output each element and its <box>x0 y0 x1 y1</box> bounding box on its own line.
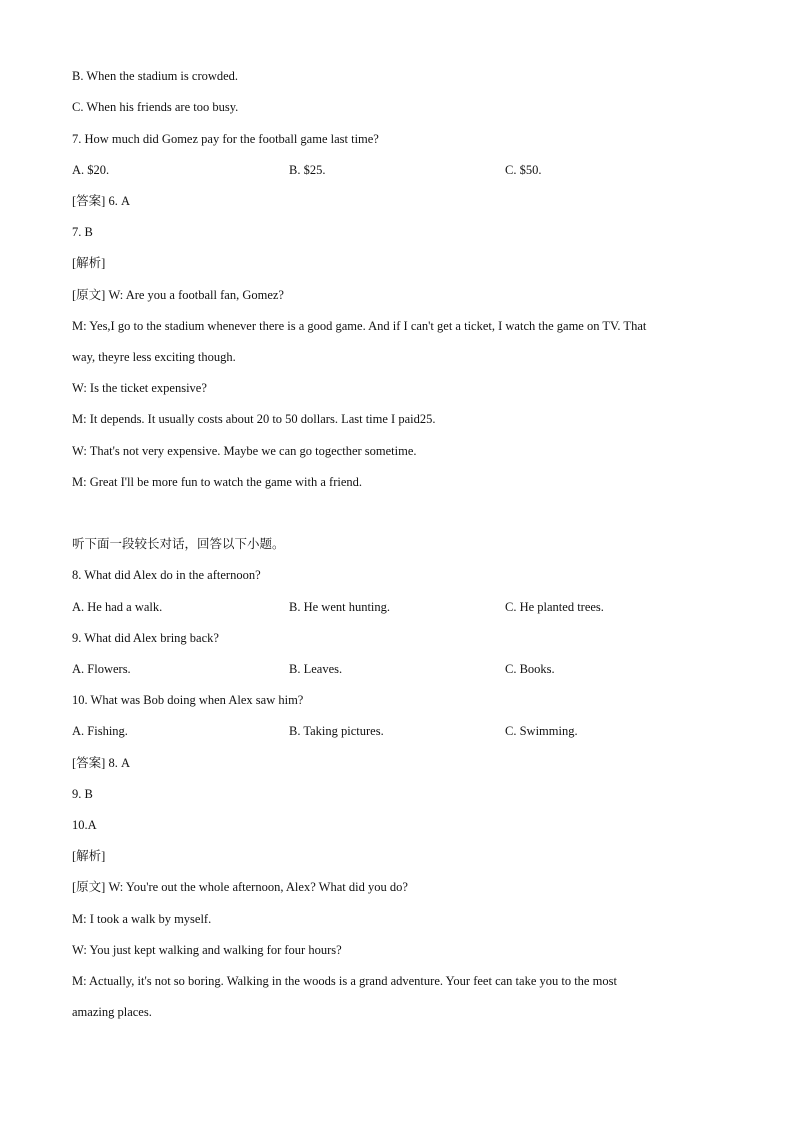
q10-option-b: B. Taking pictures. <box>289 724 384 738</box>
q7-option-c: C. $50. <box>505 163 542 177</box>
q8-option-a: A. He had a walk. <box>72 600 163 614</box>
transcript-line: [原文] W: Are you a football fan, Gomez? <box>72 288 284 302</box>
q8-option-c: C. He planted trees. <box>505 600 604 614</box>
transcript-line: W: That's not very expensive. Maybe we can go togecther sometime. <box>72 444 417 458</box>
q6-option-c: C. When his friends are too busy. <box>72 100 239 114</box>
q6-option-b: B. When the stadium is crowded. <box>72 69 239 83</box>
q9-option-a: A. Flowers. <box>72 662 131 676</box>
answer-line-4: 9. B <box>72 787 93 801</box>
q10-question: 10. What was Bob doing when Alex saw him? <box>72 693 304 707</box>
q10-option-c: C. Swimming. <box>505 724 578 738</box>
q7-question: 7. How much did Gomez pay for the football game last time? <box>72 132 379 146</box>
analysis-label-2: [解析] <box>72 849 106 863</box>
q8-question: 8. What did Alex do in the afternoon? <box>72 568 261 582</box>
transcript-line: W: Is the ticket expensive? <box>72 381 207 395</box>
q8-option-b: B. He went hunting. <box>289 600 391 614</box>
q9-option-b: B. Leaves. <box>289 662 343 676</box>
analysis-label-1: [解析] <box>72 256 106 270</box>
transcript-line: [原文] W: You're out the whole afternoon, Alex? What did you do? <box>72 880 408 894</box>
q10-option-a: A. Fishing. <box>72 724 128 738</box>
answer-line-3: [答案] 8. A <box>72 756 130 770</box>
q7-option-a: A. $20. <box>72 163 110 177</box>
transcript-line: M: Actually, it's not so boring. Walking in the woods is a grand adventure. Your feet can take you to the most <box>72 974 617 988</box>
answer-line-5: 10.A <box>72 818 97 832</box>
transcript-line: M: It depends. It usually costs about 20 to 50 dollars. Last time I paid25. <box>72 412 436 426</box>
q9-question: 9. What did Alex bring back? <box>72 631 219 645</box>
transcript-line: way, theyre less exciting though. <box>72 350 236 364</box>
q7-option-b: B. $25. <box>289 163 326 177</box>
transcript-line: M: I took a walk by myself. <box>72 912 212 926</box>
transcript-line: M: Yes,I go to the stadium whenever there is a good game. And if I can't get a ticket, I watch the game on TV. That <box>72 319 647 333</box>
section-instruction: 听下面一段较长对话，回答以下小题。 <box>72 536 285 551</box>
transcript-line: W: You just kept walking and walking for four hours? <box>72 943 342 957</box>
answer-line-1: [答案] 6. A <box>72 194 130 208</box>
transcript-line: M: Great I'll be more fun to watch the game with a friend. <box>72 475 363 489</box>
answer-line-2: 7. B <box>72 225 93 239</box>
transcript-line: amazing places. <box>72 1005 152 1019</box>
q9-option-c: C. Books. <box>505 662 555 676</box>
